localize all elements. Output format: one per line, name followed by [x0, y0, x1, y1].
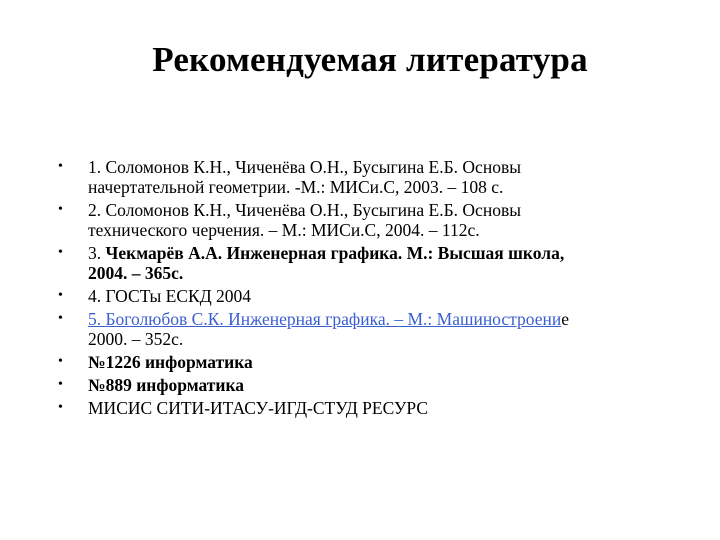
item-text: Чекмарёв А.А. Инженерная графика. М.: Высшая школа, — [105, 243, 565, 263]
bullet-icon: • — [58, 354, 63, 369]
bullet-icon: • — [58, 159, 63, 174]
item-text: технического черчения. – М.: МИСи.С, 2004. – 112с. — [88, 220, 480, 240]
list-item — [56, 243, 656, 283]
item-text: 4. ГОСТы ЕСКД 2004 — [88, 286, 252, 306]
reference-link[interactable]: 5. Боголюбов С.К. Инженерная графика. – М.: Машиностроени — [88, 309, 562, 329]
list-item — [56, 375, 656, 395]
item-prefix: 3. — [88, 243, 106, 263]
literature-list — [56, 157, 656, 421]
bullet-icon: • — [58, 288, 63, 303]
slide-title: Рекомендуемая литература — [152, 40, 588, 79]
list-item — [56, 286, 656, 306]
item-text: 2000. – 352с. — [88, 329, 184, 349]
list-item — [56, 352, 656, 372]
bullet-icon: • — [58, 245, 63, 260]
list-item — [56, 309, 656, 349]
item-text: 2. Соломонов К.Н., Чиченёва О.Н., Бусыгина Е.Б. Основы — [88, 200, 521, 220]
item-text: 1. Соломонов К.Н., Чиченёва О.Н., Бусыгина Е.Б. Основы — [88, 157, 521, 177]
item-text: начертательной геометрии. -М.: МИСи.С, 2003. – 108 с. — [88, 177, 504, 197]
bullet-icon: • — [58, 202, 63, 217]
bullet-icon: • — [58, 400, 63, 415]
bullet-icon: • — [58, 311, 63, 326]
bullet-icon: • — [58, 377, 63, 392]
item-text: е — [561, 309, 569, 329]
list-item — [56, 200, 656, 240]
list-item — [56, 157, 656, 197]
item-text: №889 информатика — [88, 375, 245, 395]
list-item — [56, 398, 656, 418]
item-text: 2004. – 365с. — [88, 263, 184, 283]
item-text: МИСИС СИТИ-ИТАСУ-ИГД-СТУД РЕСУРС — [88, 398, 429, 418]
item-text: №1226 информатика — [88, 352, 253, 372]
